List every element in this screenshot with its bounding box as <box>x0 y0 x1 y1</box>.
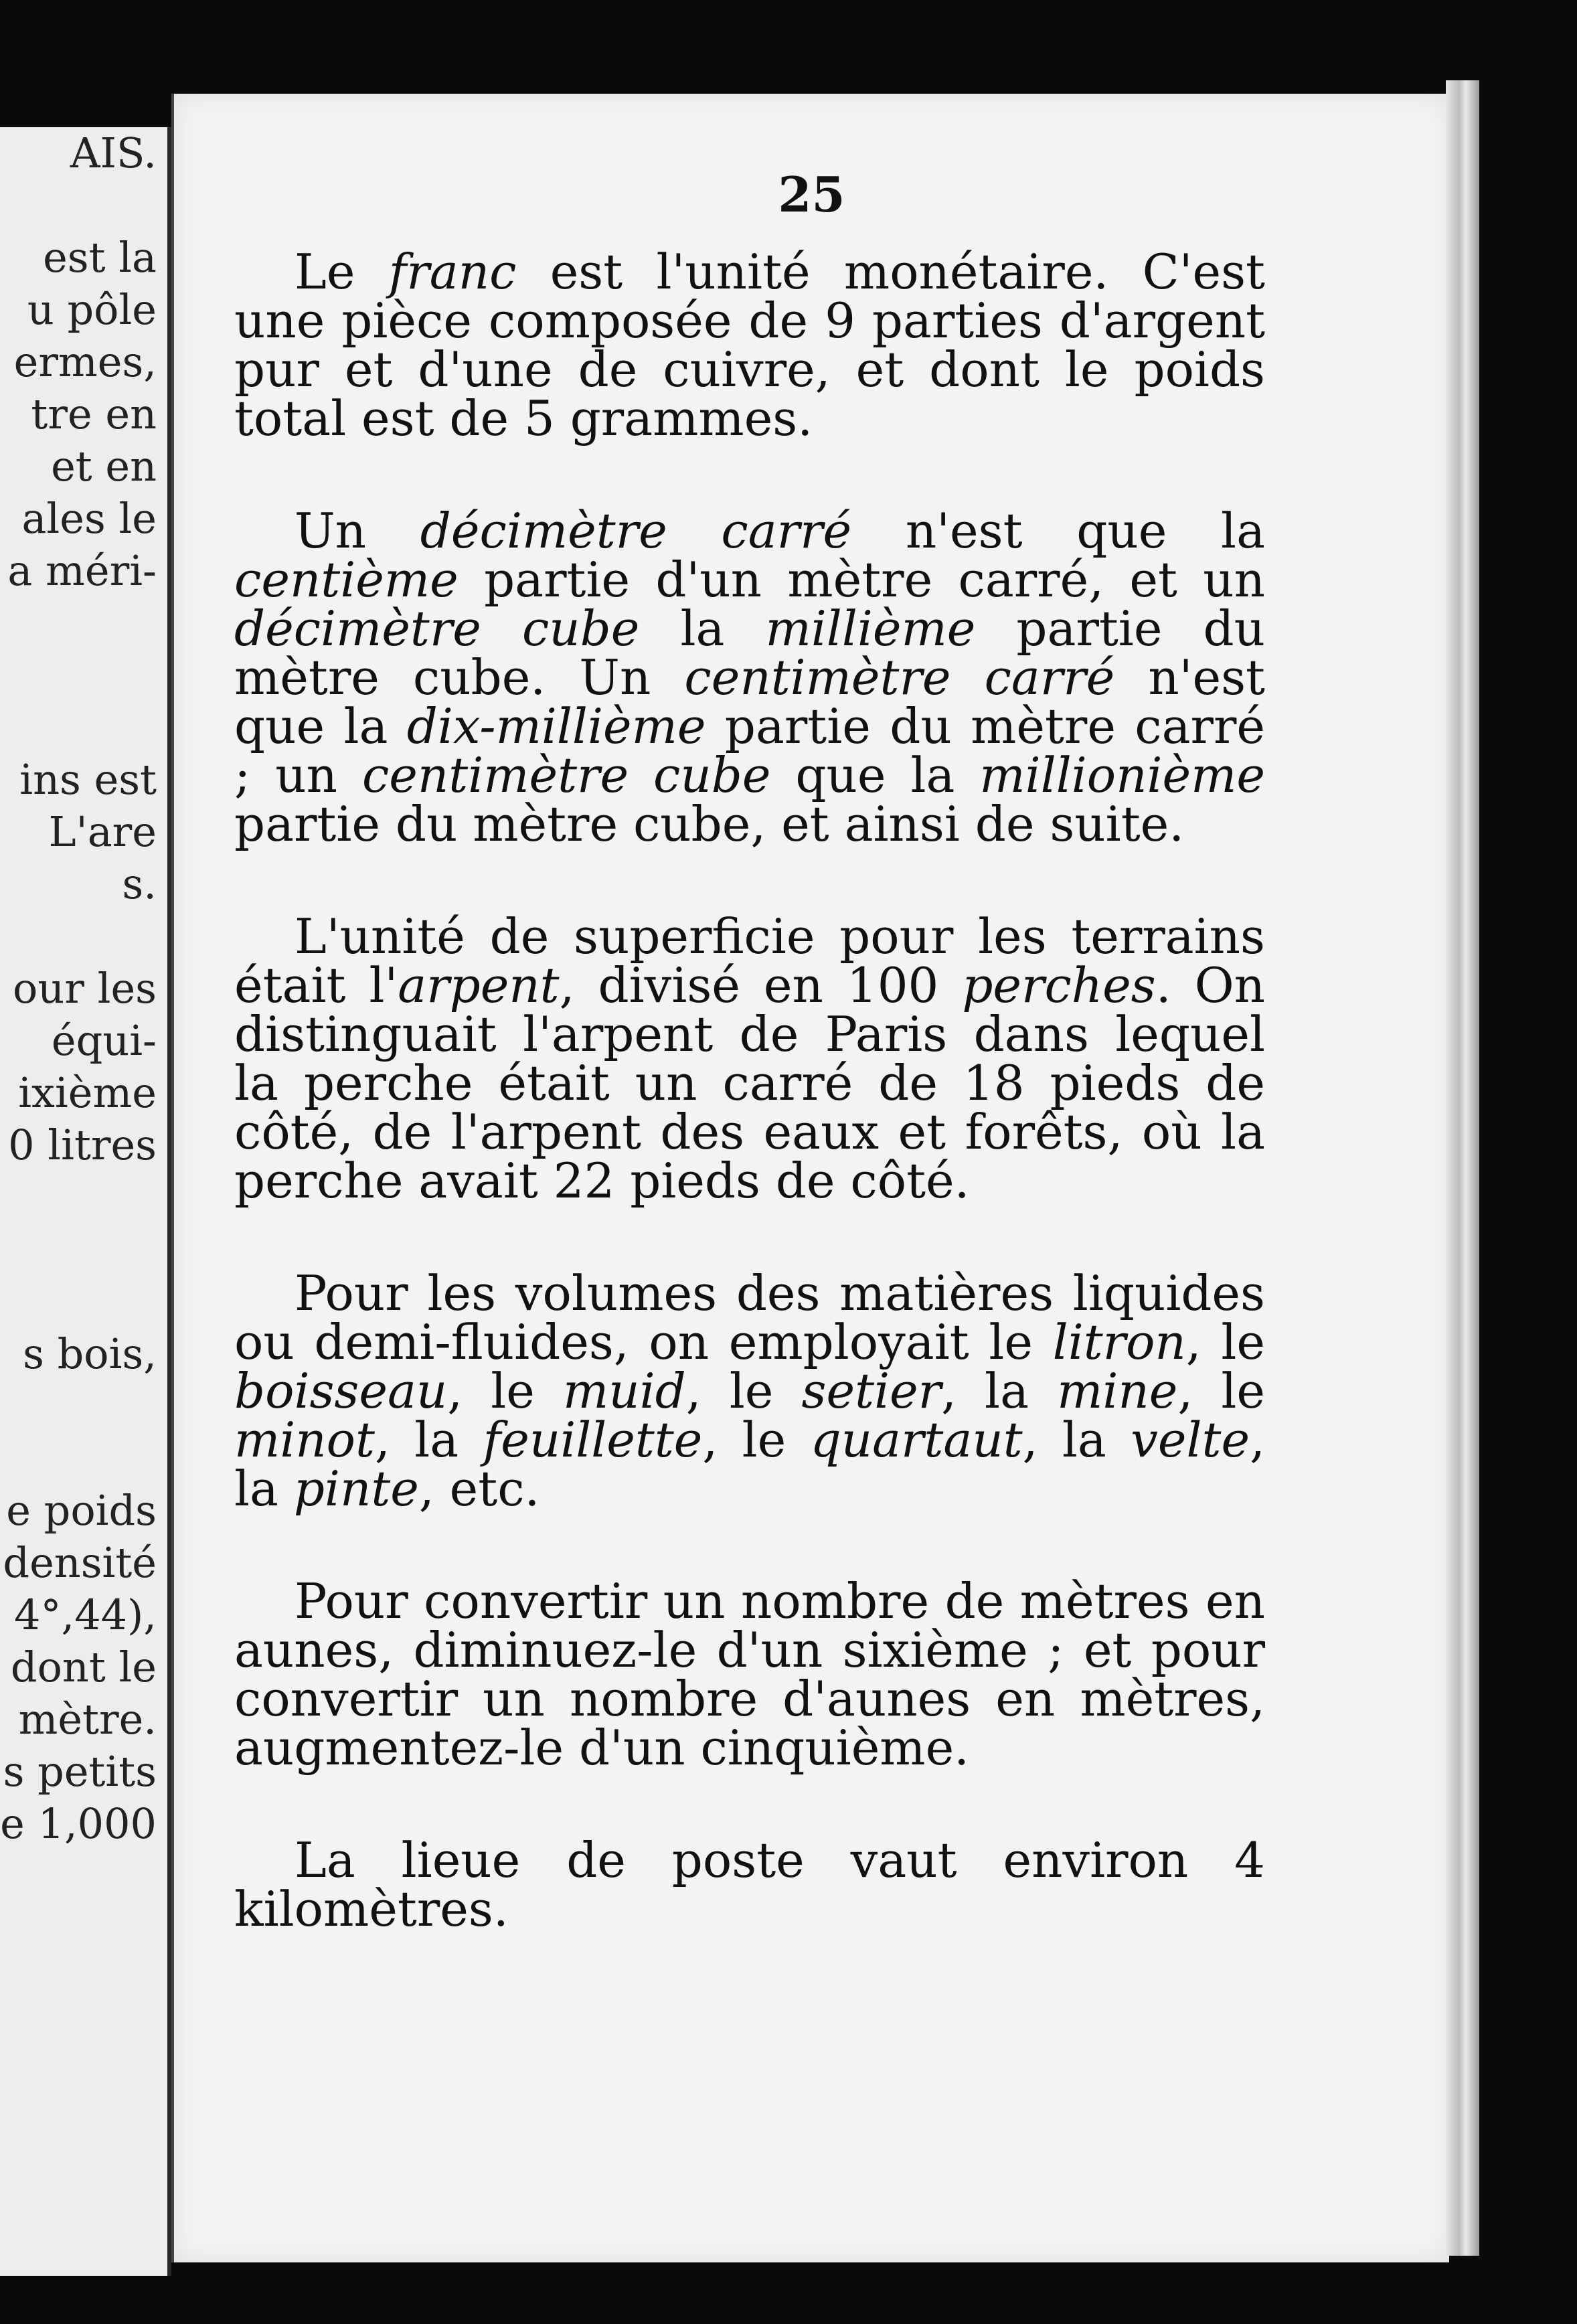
text-run: partie du mètre cube. Un <box>234 600 1265 706</box>
text-run: partie d'un mètre carré, et un <box>458 552 1265 608</box>
page-body <box>234 244 1266 1997</box>
left-page-line: AIS. <box>70 129 157 177</box>
italic-term: quartaut <box>810 1412 1023 1468</box>
italic-term: centimètre carré <box>684 649 1115 706</box>
text-run: Le <box>295 244 389 300</box>
text-run: partie du mètre cube, et ainsi de suite. <box>234 796 1185 852</box>
left-page-line: densité <box>3 1538 157 1587</box>
left-page-line: est la <box>43 233 157 282</box>
left-page-line: s bois, <box>23 1329 157 1378</box>
italic-term: millième <box>765 600 976 657</box>
text-run: Pour les volumes des matières liquides ou demi-fluides, on employait le <box>234 1265 1265 1370</box>
left-page-line <box>0 1380 157 1432</box>
italic-term: franc <box>388 244 517 300</box>
text-run: , le <box>685 1363 802 1419</box>
text-run: , le <box>702 1412 811 1468</box>
left-page-line: 0 litres <box>8 1120 157 1169</box>
left-page-line: L'are <box>48 807 157 856</box>
text-run: . On distinguait l'arpent de Paris dans lequel la perche était un carré de 18 pieds de côté, de l'arpent des eaux et forêts, où la perche avait 22 pieds de côté. <box>234 957 1266 1209</box>
italic-term: boisseau <box>234 1363 448 1419</box>
text-run: , la <box>374 1412 483 1468</box>
left-page-line: équi- <box>51 1016 157 1065</box>
paragraph <box>234 1265 1266 1517</box>
italic-term: centimètre cube <box>361 747 771 803</box>
text-run: Un <box>295 503 420 559</box>
italic-term: décimètre cube <box>234 600 640 657</box>
italic-term: mine <box>1057 1363 1178 1419</box>
italic-term: muid <box>563 1363 686 1419</box>
left-page-line: dont le <box>10 1643 157 1691</box>
italic-term: millionième <box>979 747 1266 803</box>
text-run: que la <box>770 747 980 803</box>
italic-term: minot <box>234 1412 375 1468</box>
left-page-line <box>0 1171 157 1224</box>
text-run: La lieue de poste vaut environ 4 kilomètres. <box>234 1832 1265 1937</box>
paragraph <box>234 1573 1265 1776</box>
left-page-line: ixième <box>18 1068 157 1117</box>
paragraph <box>234 503 1266 852</box>
left-page-line: ins est <box>19 755 157 804</box>
italic-term: centième <box>234 552 459 608</box>
left-page-line: a méri- <box>7 546 157 595</box>
left-page-text <box>0 127 167 1850</box>
text-run: , etc. <box>418 1461 540 1517</box>
left-page-line <box>0 1224 157 1276</box>
italic-term: dix-millième <box>406 698 706 754</box>
left-page-line: 4°,44), <box>14 1590 157 1639</box>
italic-term: arpent <box>398 957 560 1013</box>
left-page-line <box>0 1432 157 1485</box>
italic-term: velte <box>1131 1412 1250 1468</box>
paragraph <box>234 908 1266 1209</box>
left-page-line: tre en <box>31 390 157 438</box>
left-page-line <box>0 179 157 232</box>
italic-term: litron <box>1052 1314 1186 1370</box>
left-page-line: ales le <box>21 494 157 543</box>
left-page-line <box>0 1276 157 1328</box>
text-run: , la <box>234 1412 1265 1517</box>
left-page-line: e 1,000 <box>0 1799 157 1848</box>
text-run: est l'unité monétaire. C'est une pièce composée de 9 parties d'argent pur et d'une de cuivre, et dont le poids total est de 5 grammes. <box>234 244 1265 446</box>
italic-term: perches <box>962 957 1156 1013</box>
left-page-fragment <box>0 127 171 2276</box>
left-page-line <box>0 701 157 754</box>
page-number: 25 <box>778 166 845 223</box>
left-page-line: s petits <box>3 1747 157 1796</box>
left-page-line <box>0 649 157 701</box>
left-page-line: u pôle <box>27 285 157 334</box>
italic-term: feuillette <box>483 1412 703 1468</box>
page-edge <box>1446 80 1479 2256</box>
italic-term: pinte <box>293 1461 419 1517</box>
text-run: , le <box>1185 1314 1265 1370</box>
text-run: , le <box>447 1363 564 1419</box>
left-page-line: et en <box>51 442 157 491</box>
text-run: , la <box>941 1363 1058 1419</box>
left-page-line: ermes, <box>13 337 157 386</box>
left-page-line: mètre. <box>18 1695 157 1744</box>
italic-term: setier <box>801 1363 942 1419</box>
left-page-line: s. <box>122 859 157 908</box>
paragraph <box>234 244 1265 446</box>
text-run: , divisé en 100 <box>559 957 963 1013</box>
left-page-line: e poids <box>6 1486 157 1535</box>
paragraph <box>234 1832 1265 1937</box>
text-run: Pour convertir un nombre de mètres en aunes, diminuez-le d'un sixième ; et pour convertir un nombre d'aunes en mètres, augmentez-le d'un cinquième. <box>234 1573 1265 1776</box>
text-run: L'unité de superficie pour les terrains était l' <box>234 908 1265 1013</box>
text-run: , le <box>1177 1363 1266 1419</box>
text-run: , la <box>1022 1412 1131 1468</box>
text-run: partie du mètre carré ; un <box>234 698 1265 803</box>
text-run: la <box>639 600 766 657</box>
text-run: n'est que la <box>234 649 1265 754</box>
italic-term: décimètre carré <box>420 503 852 559</box>
text-run: n'est que la <box>851 503 1266 559</box>
left-page-line <box>0 910 157 963</box>
book-page <box>171 94 1449 2262</box>
left-page-line: our les <box>13 964 157 1013</box>
left-page-line <box>0 597 157 649</box>
